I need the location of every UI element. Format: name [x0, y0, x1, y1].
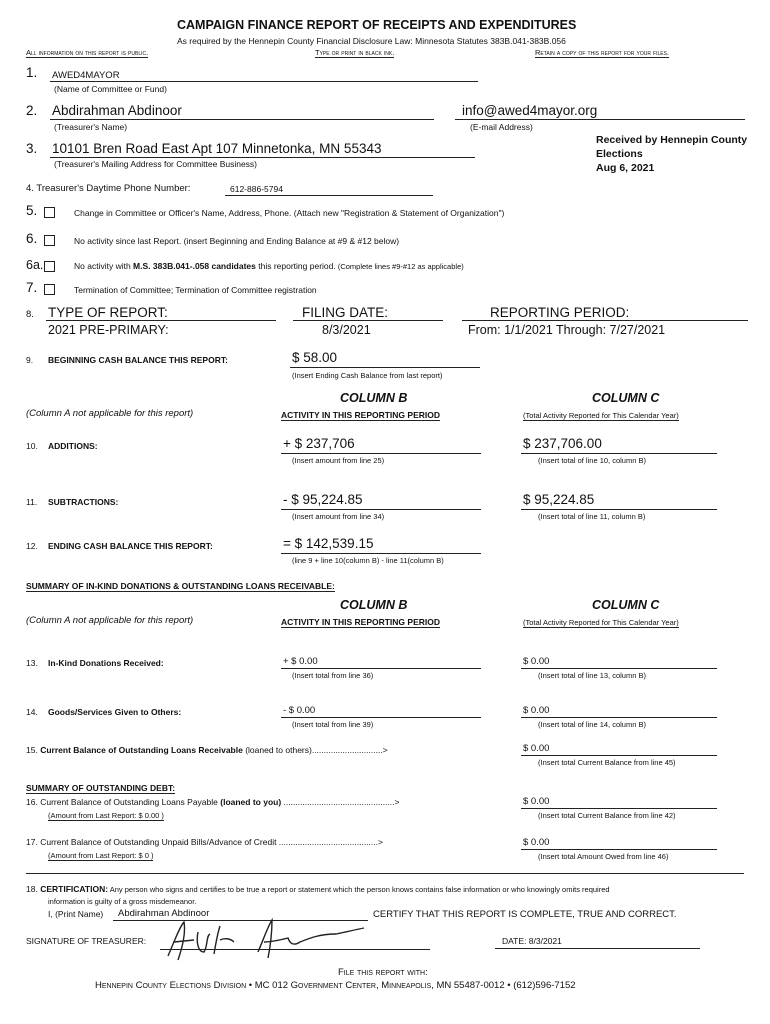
item-3-number: 3.: [26, 141, 38, 156]
loans-receivable-caption: (Insert total Current Balance from line 45): [538, 758, 676, 767]
item-10-number: 10.: [26, 441, 38, 451]
unpaid-bills-value: $ 0.00: [523, 837, 550, 848]
signature-line: [160, 949, 430, 950]
item-7-number: 7.: [26, 280, 38, 295]
subtractions-column-c-line: [521, 509, 717, 510]
unpaid-bills-line: [521, 849, 717, 850]
item-11-number: 11.: [26, 497, 38, 507]
beginning-balance-value: $ 58.00: [292, 350, 338, 365]
address-caption: (Treasurer's Mailing Address for Committee Business): [54, 159, 258, 169]
note-public: All information on this report is public.: [26, 48, 149, 57]
treasurer-address: 10101 Bren Road East Apt 107 Minnetonka, MN 55343: [52, 141, 382, 156]
reporting-period-value: From: 1/1/2021 Through: 7/27/2021: [468, 323, 666, 337]
no-activity-checkbox[interactable]: [44, 235, 55, 246]
committee-name-line: [50, 81, 478, 82]
certify-statement: CERTIFY THAT THIS REPORT IS COMPLETE, TRUE AND CORRECT.: [373, 909, 677, 920]
filing-date-label: FILING DATE:: [302, 305, 389, 320]
inkind-column-b-caption: (Insert total from line 36): [292, 671, 374, 680]
print-name-value: Abdirahman Abdinoor: [118, 908, 210, 919]
beginning-balance-label: BEGINNING CASH BALANCE THIS REPORT:: [48, 355, 228, 365]
ending-balance-value: = $ 142,539.15: [283, 536, 374, 551]
treasurer-signature: [160, 912, 380, 968]
item-8-number: 8.: [26, 309, 34, 320]
additions-label: ADDITIONS:: [48, 441, 98, 451]
item-1-number: 1.: [26, 65, 38, 80]
debt-section-title: SUMMARY OF OUTSTANDING DEBT:: [26, 783, 176, 793]
report-type-value: 2021 PRE-PRIMARY:: [48, 323, 169, 337]
unpaid-bills-caption: (Insert total Amount Owed from line 46): [538, 852, 669, 861]
goods-column-c-line: [521, 717, 717, 718]
treasurer-email: info@awed4mayor.org: [462, 103, 598, 118]
loans-receivable-line: [521, 755, 717, 756]
certification-divider: [26, 873, 744, 874]
form-subtitle: As required by the Hennepin County Financial Disclosure Law: Minnesota Statutes 383B.041-383B.056: [177, 36, 566, 46]
note-black-ink: Type or print in black ink.: [315, 48, 395, 57]
email-caption: (E-mail Address): [470, 122, 533, 132]
date-line: [495, 948, 700, 949]
loans-payable-caption: (Insert total Current Balance from line 42): [538, 811, 676, 820]
ending-balance-label: ENDING CASH BALANCE THIS REPORT:: [48, 541, 213, 551]
additions-column-b-line: [281, 453, 481, 454]
subtractions-column-b-value: - $ 95,224.85: [283, 492, 363, 507]
certification-text: 18. CERTIFICATION: Any person who signs and certifies to be true a report or statement which the person knows contains false information or who knowingly omits required: [26, 884, 610, 894]
loans-payable-label: 16. Current Balance of Outstanding Loans Payable (loaned to you) ...............................................>: [26, 797, 400, 807]
inkind-section-title: SUMMARY OF IN-KIND DONATIONS & OUTSTANDING LOANS RECEIVABLE:: [26, 581, 335, 591]
unpaid-bills-label: 17. Current Balance of Outstanding Unpaid Bills/Advance of Credit ..........................................>: [26, 837, 383, 847]
no-activity-label: No activity since last Report. (insert Beginning and Ending Balance at #9 & #12 below): [74, 236, 400, 246]
loans-payable-value: $ 0.00: [523, 796, 550, 807]
ending-balance-line: [281, 553, 481, 554]
inkind-label: In-Kind Donations Received:: [48, 658, 164, 668]
inkind-column-c-header: COLUMN C: [592, 598, 660, 612]
column-c-header: COLUMN C: [592, 391, 660, 405]
form-title: CAMPAIGN FINANCE REPORT OF RECEIPTS AND EXPENDITURES: [177, 18, 577, 32]
inkind-column-c-value: $ 0.00: [523, 656, 550, 667]
item-12-number: 12.: [26, 541, 38, 551]
goods-column-c-value: $ 0.00: [523, 705, 550, 716]
received-stamp-line2: Elections: [596, 148, 643, 160]
beginning-balance-line: [290, 367, 480, 368]
reporting-period-line: [462, 320, 748, 321]
change-checkbox[interactable]: [44, 207, 55, 218]
item-6-number: 6.: [26, 231, 38, 246]
column-b-subheader: ACTIVITY IN THIS REPORTING PERIOD: [281, 410, 440, 420]
ending-balance-caption: (line 9 + line 10(column B) - line 11(column B): [292, 556, 444, 565]
change-label: Change in Committee or Officer's Name, Address, Phone. (Attach new "Registration & Statement of Organization"): [74, 208, 505, 218]
inkind-column-a-note: (Column A not applicable for this report): [26, 615, 194, 626]
item-13-number: 13.: [26, 658, 38, 668]
loans-payable-previous: (Amount from Last Report: $ 0.00 ): [48, 811, 164, 820]
inkind-column-c-line: [521, 668, 717, 669]
no-candidate-activity-checkbox[interactable]: [44, 261, 55, 272]
column-b-header: COLUMN B: [340, 391, 408, 405]
committee-caption: (Name of Committee or Fund): [54, 84, 167, 94]
phone-line: [225, 195, 433, 196]
committee-name: AWED4MAYOR: [52, 70, 120, 81]
filing-date-line: [293, 320, 443, 321]
email-line: [455, 119, 745, 120]
inkind-column-b-subheader: ACTIVITY IN THIS REPORTING PERIOD: [281, 617, 440, 627]
subtractions-column-b-caption: (Insert amount from line 34): [292, 512, 385, 521]
treasurer-name-caption: (Treasurer's Name): [54, 122, 128, 132]
footer-address: Hennepin County Elections Division • MC 012 Government Center, Minneapolis, MN 55487-0012 • (612)596-7152: [95, 980, 576, 991]
inkind-column-c-caption: (Insert total of line 13, column B): [538, 671, 646, 680]
goods-label: Goods/Services Given to Others:: [48, 707, 182, 717]
additions-column-b-caption: (Insert amount from line 25): [292, 456, 385, 465]
note-retain-copy: Retain a copy of this report for your files.: [535, 48, 669, 57]
loans-receivable-value: $ 0.00: [523, 743, 550, 754]
reporting-period-label: REPORTING PERIOD:: [490, 305, 630, 320]
loans-payable-line: [521, 808, 717, 809]
report-type-label: TYPE OF REPORT:: [48, 305, 168, 320]
treasurer-name-line: [50, 119, 434, 120]
goods-column-b-line: [281, 717, 481, 718]
item-6a-number: 6a.: [26, 258, 44, 272]
loans-receivable-label: 15. Current Balance of Outstanding Loans Receivable (loaned to others)..............................>: [26, 745, 388, 755]
print-name-label: I, (Print Name): [48, 909, 104, 919]
subtractions-column-c-value: $ 95,224.85: [523, 492, 595, 507]
signature-label: SIGNATURE OF TREASURER:: [26, 936, 147, 946]
inkind-column-c-subheader: (Total Activity Reported for This Calendar Year): [523, 618, 679, 627]
additions-column-c-caption: (Insert total of line 10, column B): [538, 456, 646, 465]
certification-text-2: information is guilty of a gross misdemeanor.: [48, 897, 197, 906]
item-5-number: 5.: [26, 203, 38, 218]
unpaid-bills-previous: (Amount from Last Report: $ 0 ): [48, 851, 154, 860]
beginning-balance-caption: (Insert Ending Cash Balance from last report): [292, 371, 443, 380]
column-a-note: (Column A not applicable for this report): [26, 408, 194, 419]
received-stamp-date: Aug 6, 2021: [596, 162, 655, 174]
footer-file-with: File this report with:: [338, 967, 428, 978]
additions-column-c-value: $ 237,706.00: [523, 436, 602, 451]
item-14-number: 14.: [26, 707, 38, 717]
filing-date-value: 8/3/2021: [322, 323, 371, 337]
termination-label: Termination of Committee; Termination of Committee registration: [74, 285, 317, 295]
address-line: [50, 157, 475, 158]
inkind-column-b-header: COLUMN B: [340, 598, 408, 612]
no-candidate-activity-label: No activity with M.S. 383B.041-.058 candidates this reporting period. (Complete lines #9-#12 as applicable): [74, 261, 464, 271]
phone-value: 612-886-5794: [230, 184, 283, 194]
subtractions-column-c-caption: (Insert total of line 11, column B): [538, 512, 646, 521]
phone-label: 4. Treasurer's Daytime Phone Number:: [26, 183, 191, 194]
received-stamp-line1: Received by Hennepin County: [596, 134, 748, 146]
report-type-line: [46, 320, 276, 321]
termination-checkbox[interactable]: [44, 284, 55, 295]
column-c-subheader: (Total Activity Reported for This Calendar Year): [523, 411, 679, 420]
inkind-column-b-value: + $ 0.00: [283, 656, 318, 667]
subtractions-label: SUBTRACTIONS:: [48, 497, 119, 507]
goods-column-c-caption: (Insert total of line 14, column B): [538, 720, 646, 729]
treasurer-name: Abdirahman Abdinoor: [52, 103, 182, 118]
additions-column-c-line: [521, 453, 717, 454]
goods-column-b-caption: (Insert total from line 39): [292, 720, 374, 729]
goods-column-b-value: - $ 0.00: [283, 705, 316, 716]
signature-date: DATE: 8/3/2021: [502, 936, 562, 946]
item-2-number: 2.: [26, 103, 38, 118]
inkind-column-b-line: [281, 668, 481, 669]
item-9-number: 9.: [26, 355, 34, 365]
additions-column-b-value: + $ 237,706: [283, 436, 355, 451]
subtractions-column-b-line: [281, 509, 481, 510]
